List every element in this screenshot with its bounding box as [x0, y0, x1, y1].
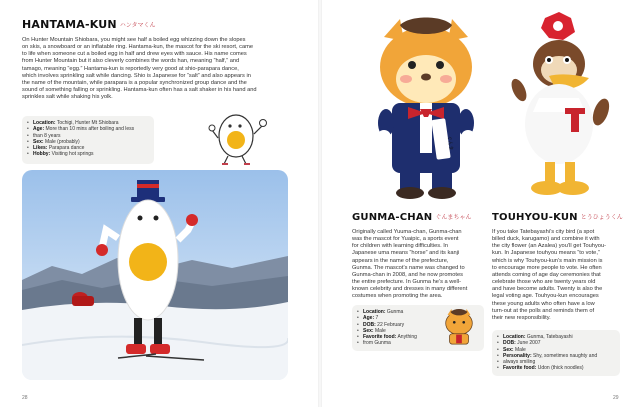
body-line: which involves sprinkling salt while dancing. Shio is Japanese for “salt” and also appears in: [22, 72, 251, 79]
page-number-left: 28: [22, 395, 28, 401]
gunma-body: [352, 229, 482, 301]
fact-row: [27, 151, 148, 157]
fact-value: Shy, sometimes naughty and: [533, 352, 598, 359]
hantama-facts: [22, 116, 154, 164]
fact-value: More than 10 mins after boiling and less: [45, 126, 135, 133]
body-line: from Hunter Mountain but it also cleverly combines the words han, meaning “half,” and: [22, 58, 240, 65]
touhyou-title-text: TOUHYOU-KUN: [492, 212, 578, 223]
hantama-title: [22, 18, 156, 31]
body-line: Originally called Yuuma-chan, Gunma-chan: [352, 229, 462, 235]
touhyou-body: [492, 229, 620, 322]
fact-key: DOB:: [363, 321, 376, 328]
fact-value: Gunma, Tatebayashi: [526, 334, 573, 340]
fact-value: Visiting hot springs: [51, 151, 94, 158]
fact-value: than 8 years: [33, 132, 61, 139]
gunma-facts-list: [357, 309, 435, 347]
body-line: costumes when promoting the area.: [352, 293, 443, 300]
body-line: which is why Touhyou-kun’s main mission is: [492, 257, 603, 264]
fact-value: Male (probably): [44, 138, 80, 145]
hantama-ski-photo: [22, 170, 288, 380]
body-line: kun. In Japanese touhyou means “to vote,”: [492, 250, 600, 257]
gunma-chan-small-illustration: [440, 309, 478, 347]
body-line: tamago, meaning “egg.” Hantama-kun is reportedly very good at shio-parapara dance,: [22, 65, 239, 72]
fact-row: [497, 365, 614, 371]
fact-value: from Gunma: [363, 340, 391, 347]
fact-key: Location:: [503, 334, 526, 340]
touhyou-title: [492, 212, 623, 223]
fact-value: Parapara dance: [48, 145, 85, 152]
body-line: to life when someone cut a boiled egg in half and drew eyes with sauce. His name comes: [22, 51, 247, 58]
body-line: on skis, a snowboard or an inflatable ring. Hantama-kun, the mascot for the ski resort, came: [22, 44, 254, 51]
gunma-chan-photo: [370, 15, 482, 203]
touhyou-facts: [492, 330, 620, 376]
fact-value: Male: [374, 327, 386, 334]
body-line: and have become adults. Twenty is also the: [492, 286, 603, 293]
body-line: attends coming of age day ceremonies that: [492, 271, 601, 278]
page-number-right: 29: [613, 395, 619, 401]
body-line: sound of something falling or sprinkling. Hantama-kun often has a salt shaker in his hand and: [22, 87, 257, 94]
body-line: Gunma. The mascot’s name was changed to: [352, 264, 465, 271]
body-line: their new responsibility.: [492, 314, 551, 321]
body-line: was the mascot for Yuaipic, a sports event: [352, 236, 459, 243]
body-line: the name of the mountain, while parapara is a popular synchronized group dance and the: [22, 79, 247, 86]
hantama-title-jp: ハンタマくん: [119, 22, 156, 29]
gunma-title: [352, 212, 471, 223]
fact-key: Sex:: [503, 346, 514, 353]
ski-scene: [22, 170, 288, 380]
body-line: legal voting age. Touhyou-kun encourages: [492, 293, 599, 300]
fact-row-cont: [357, 340, 435, 346]
body-line: appears in the name of the prefecture,: [352, 257, 449, 264]
body-line: these young adults who often have a low: [492, 300, 595, 307]
sash-text: ぐんま: [445, 135, 454, 152]
body-line: turn-out at the polls and reminds them of: [492, 307, 595, 314]
fact-key: Location:: [363, 309, 386, 315]
fact-value: June 2007: [517, 340, 541, 347]
fact-value: 22 February: [377, 321, 405, 328]
hantama-illustration: [208, 108, 270, 166]
gunma-title-text: GUNMA-CHAN: [352, 212, 433, 223]
gunma-title-jp: ぐんまちゃん: [435, 214, 472, 221]
right-page: [320, 0, 640, 407]
touhyou-title-jp: とうひょうくん: [580, 214, 623, 221]
body-line: to encourage more people to vote. He often: [492, 264, 602, 271]
gunma-facts: [352, 305, 484, 351]
fact-value: Gunma: [386, 309, 404, 315]
fact-key: Sex:: [33, 138, 44, 145]
fact-value: Anything: [397, 334, 417, 341]
body-line: known celebrity and dresses in many different: [352, 286, 468, 293]
egg-mascot-drawing: [208, 108, 270, 166]
body-line: On Hunter Mountain Shiobara, you might see half a boiled egg whizzing down the slopes: [22, 37, 246, 43]
fact-key: Sex:: [363, 327, 374, 334]
gunma-chan-figure: [370, 15, 482, 203]
body-line: Gunma-chan in 2008, and he now promotes: [352, 271, 463, 278]
hantama-body: [22, 37, 297, 101]
fact-key: Age:: [33, 126, 45, 133]
body-line: the city flower (an Azalea) you’ll get Touhyou-: [492, 243, 607, 250]
body-line: for children with learning difficulties. In: [352, 243, 448, 250]
fact-key: Age:: [363, 315, 375, 322]
fact-key: Favorite food:: [503, 365, 537, 372]
body-line: Japanese uma means “horse” and its kanji: [352, 250, 460, 257]
body-line: billed duck, karugamo) and combine it with: [492, 236, 600, 243]
touhyou-kun-photo: [505, 12, 613, 202]
fact-key: Personality:: [503, 352, 532, 359]
fact-key: Favorite food:: [363, 334, 397, 341]
hantama-title-text: HANTAMA-KUN: [22, 18, 117, 31]
fact-key: DOB:: [503, 340, 516, 347]
fact-value: Male: [514, 346, 526, 353]
fact-key: Likes:: [33, 145, 48, 152]
fact-value: 7: [375, 315, 379, 322]
body-line: the entire prefecture. In Gunma he’s a well-: [352, 279, 461, 286]
body-line: If you take Tatebayashi’s city bird (a spot: [492, 229, 595, 235]
fact-value: Tochigi, Hunter Mt Shiobara: [56, 120, 119, 126]
fact-value: always smiling: [503, 359, 536, 366]
fact-value: Udon (thick noodles): [537, 365, 584, 372]
body-line: celebrate those who are twenty years old: [492, 279, 596, 286]
touhyou-kun-figure: [505, 12, 613, 202]
fact-key: Hobby:: [33, 151, 51, 158]
body-line: sprinkles salt while shaking his yolk.: [22, 94, 113, 101]
fact-key: Location:: [33, 120, 56, 126]
